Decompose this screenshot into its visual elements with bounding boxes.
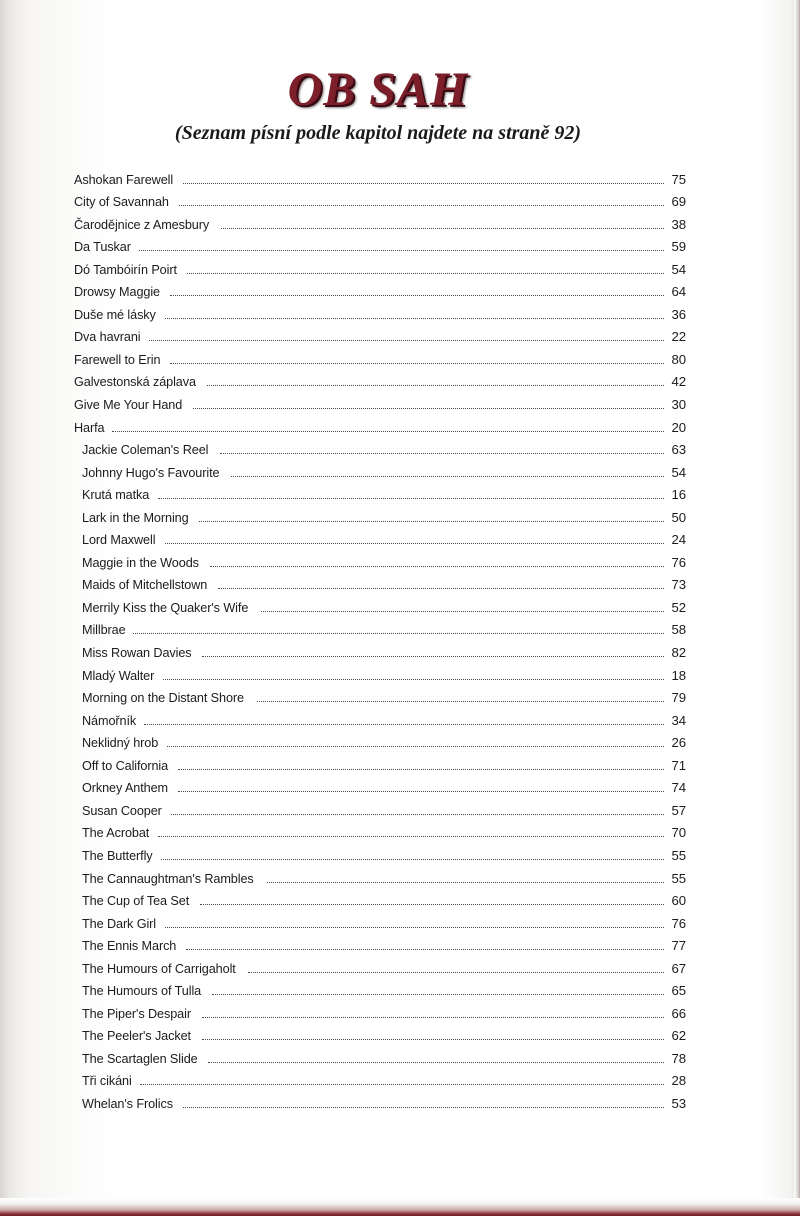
toc-leader-dots [149, 340, 664, 341]
toc-leader-dots [158, 498, 664, 499]
toc-entry-title: The Ennis March [82, 938, 177, 954]
toc-leader-dots [171, 814, 664, 815]
toc-entry-page-number: 52 [671, 599, 686, 615]
toc-entry [74, 637, 686, 660]
toc-entry [74, 1021, 686, 1044]
toc-entry-title: Jackie Coleman's Reel [82, 442, 209, 458]
toc-leader-dots [167, 746, 664, 747]
toc-entry [74, 728, 686, 751]
toc-leader-dots [208, 1062, 664, 1063]
toc-leader-dots [165, 927, 664, 928]
toc-entry [74, 1043, 686, 1066]
toc-entry [74, 998, 686, 1021]
toc-entry-title: The Acrobat [82, 825, 150, 841]
toc-entry [74, 457, 686, 480]
toc-entry-title: The Butterfly [82, 847, 153, 863]
toc-leader-dots [178, 769, 664, 770]
toc-entry-page-number: 42 [671, 374, 686, 390]
toc-entry-title: The Humours of Tulla [82, 983, 202, 999]
toc-leader-dots [261, 611, 664, 612]
toc-entry [74, 886, 686, 909]
toc-entry [74, 435, 686, 458]
toc-entry-page-number: 55 [671, 847, 686, 863]
toc-entry-title: Da Tuskar [74, 239, 131, 255]
toc-entry-title: Krutá matka [82, 487, 150, 503]
toc-entry-title: The Piper's Despair [82, 1005, 191, 1021]
toc-entry-page-number: 59 [671, 239, 686, 255]
toc-entry-title: Lark in the Morning [82, 509, 189, 525]
toc-entry-page-number: 62 [671, 1028, 686, 1044]
toc-entry-page-number: 67 [671, 960, 686, 976]
toc-entry [74, 570, 686, 593]
toc-leader-dots [202, 1039, 665, 1040]
toc-entry-title: Námořník [82, 712, 137, 728]
toc-entry-page-number: 80 [671, 351, 686, 367]
toc-entry-page-number: 76 [671, 554, 686, 570]
toc-leader-dots [212, 994, 664, 995]
toc-entry [74, 1066, 686, 1089]
toc-entry [74, 660, 686, 683]
toc-entry-page-number: 82 [671, 645, 686, 661]
toc-entry-page-number: 28 [671, 1073, 686, 1089]
toc-entry-page-number: 54 [671, 464, 686, 480]
toc-leader-dots [231, 476, 664, 477]
toc-leader-dots [112, 431, 664, 432]
table-of-contents [74, 164, 686, 1111]
toc-entry-page-number: 69 [671, 194, 686, 210]
toc-entry [74, 818, 686, 841]
toc-entry-title: Dó Tambóirín Poirt [74, 261, 177, 277]
toc-leader-dots [158, 836, 664, 837]
toc-leader-dots [267, 882, 664, 883]
toc-entry-title: Morning on the Distant Shore [82, 690, 244, 706]
toc-entry-title: Miss Rowan Davies [82, 645, 192, 661]
toc-entry-page-number: 22 [671, 329, 686, 345]
toc-entry [74, 547, 686, 570]
toc-leader-dots [183, 183, 664, 184]
toc-entry-page-number: 36 [671, 306, 686, 322]
toc-leader-dots [144, 724, 664, 725]
toc-entry-page-number: 30 [671, 397, 686, 413]
toc-entry [74, 164, 686, 187]
toc-leader-dots [257, 701, 664, 702]
toc-entry-title: The Peeler's Jacket [82, 1028, 191, 1044]
toc-entry-page-number: 76 [671, 915, 686, 931]
toc-entry [74, 389, 686, 412]
toc-entry [74, 412, 686, 435]
toc-entry-title: City of Savannah [74, 194, 169, 210]
toc-entry [74, 209, 686, 232]
toc-entry [74, 773, 686, 796]
toc-entry [74, 931, 686, 954]
toc-entry-page-number: 24 [671, 532, 686, 548]
toc-entry [74, 840, 686, 863]
toc-entry-title: Orkney Anthem [82, 780, 169, 796]
toc-entry-title: Merrily Kiss the Quaker's Wife [82, 599, 249, 615]
toc-entry-title: The Cup of Tea Set [82, 893, 190, 909]
toc-entry [74, 750, 686, 773]
toc-entry-title: Farewell to Erin [74, 351, 161, 367]
toc-entry-page-number: 55 [671, 870, 686, 886]
toc-leader-dots [161, 859, 664, 860]
toc-leader-dots [210, 566, 664, 567]
toc-entry [74, 232, 686, 255]
toc-leader-dots [163, 679, 664, 680]
toc-entry-page-number: 58 [671, 622, 686, 638]
toc-entry-page-number: 77 [671, 938, 686, 954]
toc-leader-dots [199, 521, 664, 522]
toc-entry [74, 615, 686, 638]
toc-entry-page-number: 34 [671, 712, 686, 728]
page-subtitle: (Seznam písní podle kapitol najdete na straně 92) [174, 122, 582, 144]
toc-entry-title: Galvestonská záplava [74, 374, 196, 390]
toc-entry-title: Čarodějnice z Amesbury [74, 216, 210, 232]
toc-entry-title: The Scartaglen Slide [82, 1050, 198, 1066]
toc-entry-page-number: 38 [671, 216, 686, 232]
toc-entry-title: Millbrae [82, 622, 126, 638]
toc-entry-page-number: 74 [671, 780, 686, 796]
toc-leader-dots [202, 1017, 665, 1018]
toc-entry-title: Mladý Walter [82, 667, 155, 683]
toc-entry-page-number: 54 [671, 261, 686, 277]
toc-entry [74, 322, 686, 345]
page-title: OB SAH [287, 63, 469, 116]
toc-entry-page-number: 70 [671, 825, 686, 841]
toc-entry-page-number: 16 [671, 487, 686, 503]
toc-entry [74, 908, 686, 931]
toc-leader-dots [178, 791, 664, 792]
toc-entry-page-number: 63 [671, 442, 686, 458]
toc-entry [74, 277, 686, 300]
toc-entry-title: Dva havrani [74, 329, 141, 345]
toc-entry-page-number: 53 [671, 1095, 686, 1111]
toc-entry-page-number: 65 [671, 983, 686, 999]
toc-entry [74, 705, 686, 728]
toc-entry-title: Whelan's Frolics [82, 1095, 173, 1111]
toc-leader-dots [248, 972, 664, 973]
toc-entry-title: Drowsy Maggie [74, 284, 160, 300]
toc-entry-page-number: 20 [671, 419, 686, 435]
toc-entry-title: Ashokan Farewell [74, 171, 174, 187]
toc-entry [74, 344, 686, 367]
toc-entry-title: The Dark Girl [82, 915, 157, 931]
toc-entry [74, 953, 686, 976]
toc-entry-title: The Humours of Carrigaholt [82, 960, 236, 976]
toc-leader-dots [139, 250, 664, 251]
toc-entry-title: Susan Cooper [82, 802, 162, 818]
toc-entry-title: Give Me Your Hand [74, 397, 183, 413]
page-edge-right [794, 0, 800, 1216]
toc-leader-dots [193, 408, 664, 409]
toc-entry-page-number: 75 [671, 171, 686, 187]
toc-entry-page-number: 71 [671, 757, 686, 773]
toc-entry [74, 1088, 686, 1111]
toc-leader-dots [165, 543, 665, 544]
toc-leader-dots [170, 295, 664, 296]
toc-entry-page-number: 66 [671, 1005, 686, 1021]
toc-entry-title: Off to California [82, 757, 169, 773]
toc-entry-title: Neklidný hrob [82, 735, 159, 751]
toc-leader-dots [221, 228, 664, 229]
toc-entry [74, 525, 686, 548]
toc-entry [74, 254, 686, 277]
toc-entry-page-number: 26 [671, 735, 686, 751]
toc-entry-title: Duše mé lásky [74, 306, 156, 322]
toc-entry-page-number: 18 [671, 667, 686, 683]
toc-entry-page-number: 50 [671, 509, 686, 525]
book-cover-edge [0, 1198, 800, 1216]
toc-entry [74, 502, 686, 525]
toc-entry-title: Harfa [74, 419, 105, 435]
toc-leader-dots [183, 1107, 664, 1108]
toc-entry [74, 299, 686, 322]
toc-leader-dots [165, 318, 664, 319]
toc-entry [74, 795, 686, 818]
toc-leader-dots [170, 363, 664, 364]
toc-leader-dots [220, 453, 664, 454]
toc-entry [74, 976, 686, 999]
toc-leader-dots [202, 656, 664, 657]
toc-entry-page-number: 57 [671, 802, 686, 818]
toc-entry [74, 367, 686, 390]
toc-entry [74, 863, 686, 886]
toc-entry-page-number: 78 [671, 1050, 686, 1066]
toc-leader-dots [140, 1084, 664, 1085]
toc-entry [74, 187, 686, 210]
toc-entry [74, 480, 686, 503]
toc-entry-page-number: 60 [671, 893, 686, 909]
toc-entry-title: Tři cikáni [82, 1073, 132, 1089]
toc-entry [74, 592, 686, 615]
toc-leader-dots [133, 633, 664, 634]
toc-leader-dots [207, 385, 664, 386]
toc-leader-dots [187, 273, 664, 274]
toc-leader-dots [186, 949, 664, 950]
toc-entry-title: Lord Maxwell [82, 532, 156, 548]
toc-leader-dots [179, 205, 664, 206]
toc-entry [74, 683, 686, 706]
toc-entry-title: The Cannaughtman's Rambles [82, 870, 254, 886]
toc-entry-page-number: 73 [671, 577, 686, 593]
toc-entry-page-number: 64 [671, 284, 686, 300]
toc-entry-title: Maids of Mitchellstown [82, 577, 208, 593]
toc-entry-title: Maggie in the Woods [82, 554, 199, 570]
toc-leader-dots [218, 588, 664, 589]
toc-leader-dots [200, 904, 664, 905]
toc-entry-page-number: 79 [671, 690, 686, 706]
toc-entry-title: Johnny Hugo's Favourite [82, 464, 220, 480]
